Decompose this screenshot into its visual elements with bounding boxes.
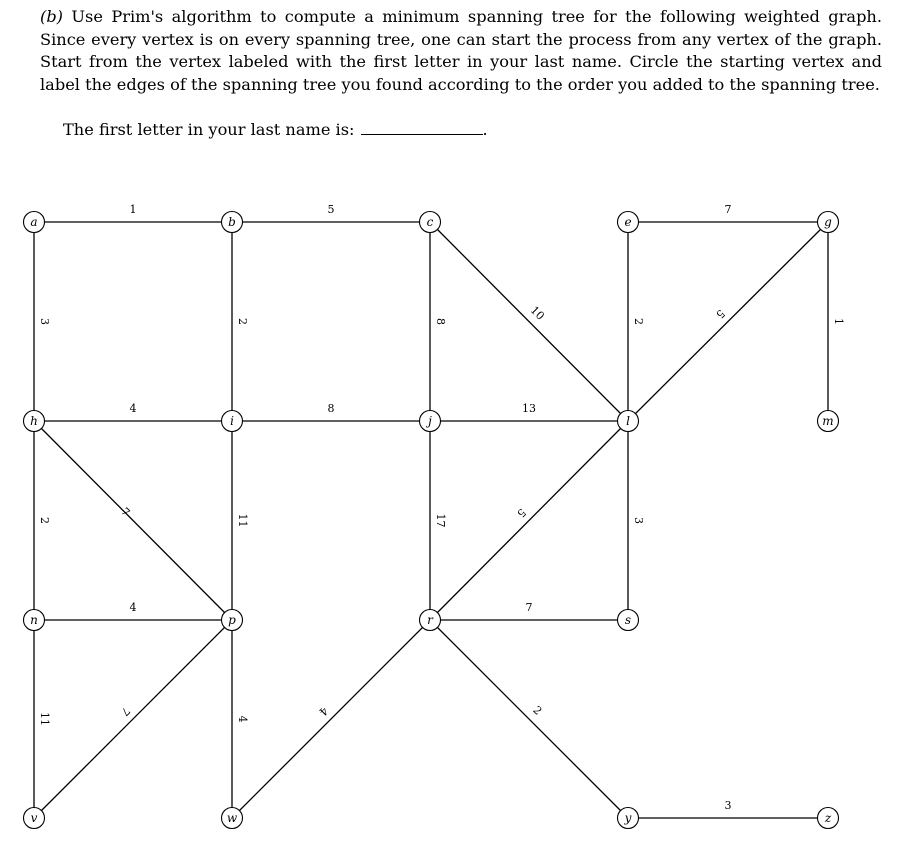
edge-weight: 2 [236, 318, 249, 325]
vertex-label: c [426, 215, 434, 229]
vertex-y[interactable] [618, 808, 639, 829]
vertex-label: a [30, 215, 38, 229]
vertex-g[interactable] [818, 212, 839, 233]
edge-weight: 7 [118, 704, 133, 719]
vertex-label: h [30, 414, 38, 428]
edge-weight: 7 [525, 601, 533, 614]
vertices [24, 212, 839, 829]
edges [34, 203, 845, 818]
edge-line [430, 620, 628, 818]
edge-r-w [232, 620, 430, 818]
edge-weight: 2 [632, 318, 645, 325]
edge-i-p [232, 421, 249, 620]
vertex-b[interactable] [222, 212, 243, 233]
vertex-e[interactable] [618, 212, 639, 233]
vertex-label: j [428, 414, 432, 428]
vertex-label: m [822, 414, 834, 428]
edge-e-l [628, 222, 645, 421]
vertex-label: l [626, 414, 630, 428]
vertex-label: n [30, 613, 38, 627]
vertex-m[interactable] [818, 411, 839, 432]
edge-weight: 13 [522, 402, 536, 415]
edge-j-r [430, 421, 447, 620]
edge-i-j [232, 402, 430, 421]
edge-weight: 8 [434, 318, 447, 325]
edge-weight: 7 [724, 203, 732, 216]
edge-weight: 4 [316, 704, 331, 719]
problem-label: (b) [40, 7, 63, 26]
edge-y-z [628, 799, 828, 818]
edge-a-b [34, 203, 232, 222]
edge-weight: 2 [530, 703, 545, 718]
edge-weight: 1 [832, 318, 845, 325]
edge-r-s [430, 601, 628, 620]
vertex-n[interactable] [24, 610, 45, 631]
vertex-label: v [30, 811, 38, 825]
edge-weight: 11 [236, 513, 249, 528]
edge-b-c [232, 203, 430, 222]
edge-c-l [430, 222, 628, 421]
edge-p-w [232, 620, 249, 818]
edge-n-p [34, 601, 232, 620]
edge-line [628, 222, 828, 421]
edge-weight: 7 [118, 505, 133, 520]
edge-line [34, 421, 232, 620]
edge-p-v [34, 620, 232, 818]
vertex-label: s [624, 613, 632, 627]
edge-line [34, 620, 232, 818]
vertex-label: i [230, 414, 234, 428]
vertex-p[interactable] [222, 610, 243, 631]
edge-weight: 3 [632, 517, 645, 524]
edge-weight: 3 [38, 318, 51, 325]
vertex-a[interactable] [24, 212, 45, 233]
vertex-z[interactable] [818, 808, 839, 829]
edge-weight: 11 [38, 712, 51, 726]
vertex-label: g [824, 215, 832, 229]
edge-e-g [628, 203, 828, 222]
edge-weight: 4 [129, 601, 137, 614]
prompt-text: The first letter in your last name is: [63, 120, 355, 139]
edge-line [430, 222, 628, 421]
vertex-v[interactable] [24, 808, 45, 829]
edge-h-p [34, 421, 232, 620]
vertex-label: p [228, 613, 236, 627]
edge-weight: 8 [327, 402, 335, 415]
vertex-s[interactable] [618, 610, 639, 631]
edge-l-r [430, 421, 628, 620]
vertex-label: r [427, 613, 433, 627]
vertex-r[interactable] [420, 610, 441, 631]
edge-weight: 1 [129, 203, 137, 216]
vertex-label: w [226, 811, 238, 825]
vertex-l[interactable] [618, 411, 639, 432]
edge-weight: 5 [327, 203, 335, 216]
edge-weight: 4 [129, 402, 137, 415]
edge-h-n [34, 421, 51, 620]
edge-b-i [232, 222, 249, 421]
vertex-label: b [228, 215, 236, 229]
edge-a-h [34, 222, 51, 421]
edge-g-m [828, 222, 845, 421]
edge-weight: 5 [514, 505, 529, 520]
edge-g-l [628, 222, 828, 421]
edge-n-v [34, 620, 51, 818]
edge-j-l [430, 402, 628, 421]
edge-weight: 3 [724, 799, 732, 812]
edge-r-y [430, 620, 628, 818]
edge-line [430, 421, 628, 620]
edge-l-s [628, 421, 645, 620]
edge-weight: 5 [713, 306, 728, 321]
vertex-j[interactable] [420, 411, 441, 432]
prompt-suffix: . [482, 120, 488, 139]
edge-line [232, 620, 430, 818]
edge-h-i [34, 402, 232, 421]
vertex-w[interactable] [222, 808, 243, 829]
edge-weight: 4 [236, 715, 249, 723]
vertex-label: z [824, 811, 832, 825]
edge-c-j [430, 222, 447, 421]
vertex-h[interactable] [24, 411, 45, 432]
vertex-i[interactable] [222, 411, 243, 432]
edge-weight: 10 [527, 303, 547, 323]
vertex-label: e [624, 215, 632, 229]
vertex-label: y [624, 811, 632, 825]
edge-weight: 2 [38, 517, 51, 524]
edge-weight: 17 [434, 513, 447, 528]
problem-text: Use Prim's algorithm to compute a minimum spanning tree for the following weighted graph. Since every vertex is on every spanning tree, one can start the process from any vertex of the graph. Start from the vertex labeled with the first letter in your last name. Circle the starting vertex and label the edges of the spanning tree you found according to the order you added to the spanning tree. [40, 7, 882, 94]
vertex-c[interactable] [420, 212, 441, 233]
